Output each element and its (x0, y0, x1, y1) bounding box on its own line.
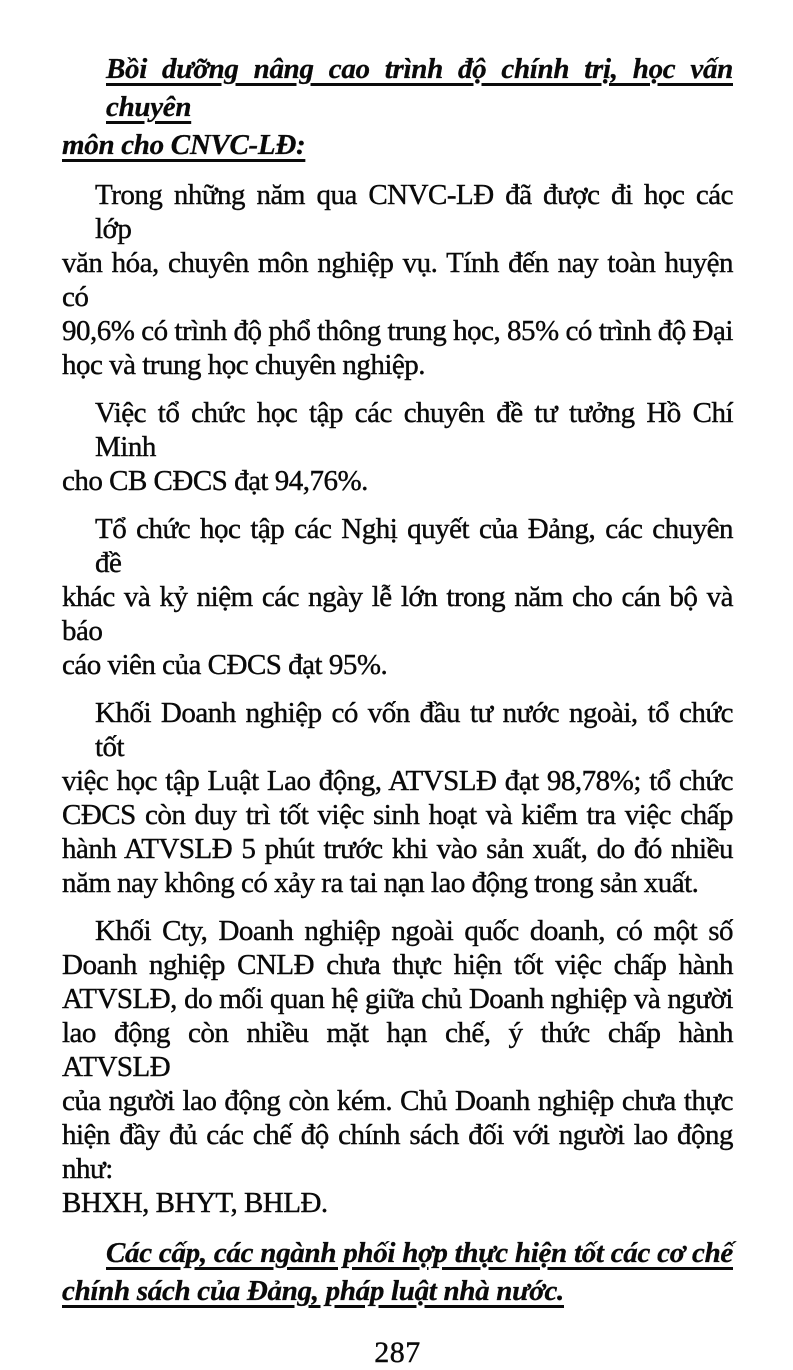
paragraph-line: cho CB CĐCS đạt 94,76%. (62, 465, 368, 497)
paragraph (62, 396, 733, 498)
page-number: 287 (374, 1336, 421, 1369)
paragraph-line: Trong những năm qua CNVC-LĐ đã được đi học các lớp (95, 179, 733, 245)
paragraph-line: Doanh nghiệp CNLĐ chưa thực hiện tốt việc chấp hành (62, 949, 733, 981)
paragraph (62, 178, 733, 382)
paragraph-line: khác và kỷ niệm các ngày lễ lớn trong năm cho cán bộ và báo (62, 581, 733, 647)
paragraph (62, 512, 733, 682)
paragraph-line: của người lao động còn kém. Chủ Doanh nghiệp chưa thực (62, 1085, 733, 1117)
paragraph-line: 90,6% có trình độ phổ thông trung học, 85% có trình độ Đại (62, 315, 733, 347)
paragraph-line: năm nay không có xảy ra tai nạn lao động trong sản xuất. (62, 867, 699, 899)
paragraph-line: học và trung học chuyên nghiệp. (62, 349, 426, 381)
paragraph-line: hiện đầy đủ các chế độ chính sách đối với người lao động như: (62, 1119, 733, 1185)
heading-line: chính sách của Đảng, pháp luật nhà nước. (62, 1275, 564, 1307)
paragraph-line: Việc tổ chức học tập các chuyên đề tư tưởng Hồ Chí Minh (95, 397, 733, 463)
paragraph-line: hành ATVSLĐ 5 phút trước khi vào sản xuất, do đó nhiều (62, 833, 733, 865)
paragraph-line: Tổ chức học tập các Nghị quyết của Đảng, các chuyên đề (95, 513, 733, 579)
paragraph-line: BHXH, BHYT, BHLĐ. (62, 1187, 328, 1219)
heading-line: Bồi dưỡng nâng cao trình độ chính trị, học vấn chuyên (106, 53, 733, 123)
paragraph-line: lao động còn nhiều mặt hạn chế, ý thức chấp hành ATVSLĐ (62, 1017, 733, 1083)
paragraph-line: cáo viên của CĐCS đạt 95%. (62, 649, 388, 681)
section-heading (62, 50, 733, 164)
paragraph-line: việc học tập Luật Lao động, ATVSLĐ đạt 98,78%; tổ chức (62, 765, 733, 797)
paragraph-line: CĐCS còn duy trì tốt việc sinh hoạt và kiểm tra việc chấp (62, 799, 733, 831)
paragraph-line: Khối Doanh nghiệp có vốn đầu tư nước ngoài, tổ chức tốt (95, 697, 733, 763)
heading-line: Các cấp, các ngành phối hợp thực hiện tốt các cơ chế (106, 1237, 733, 1269)
paragraph-line: ATVSLĐ, do mối quan hệ giữa chủ Doanh nghiệp và người (62, 983, 733, 1015)
section-heading (62, 1234, 733, 1310)
paragraph (62, 696, 733, 900)
heading-line: môn cho CNVC-LĐ: (62, 129, 306, 161)
paragraph-line: Khối Cty, Doanh nghiệp ngoài quốc doanh, có một số (95, 915, 733, 947)
paragraph-line: văn hóa, chuyên môn nghiệp vụ. Tính đến nay toàn huyện có (62, 247, 733, 313)
paragraph (62, 914, 733, 1220)
